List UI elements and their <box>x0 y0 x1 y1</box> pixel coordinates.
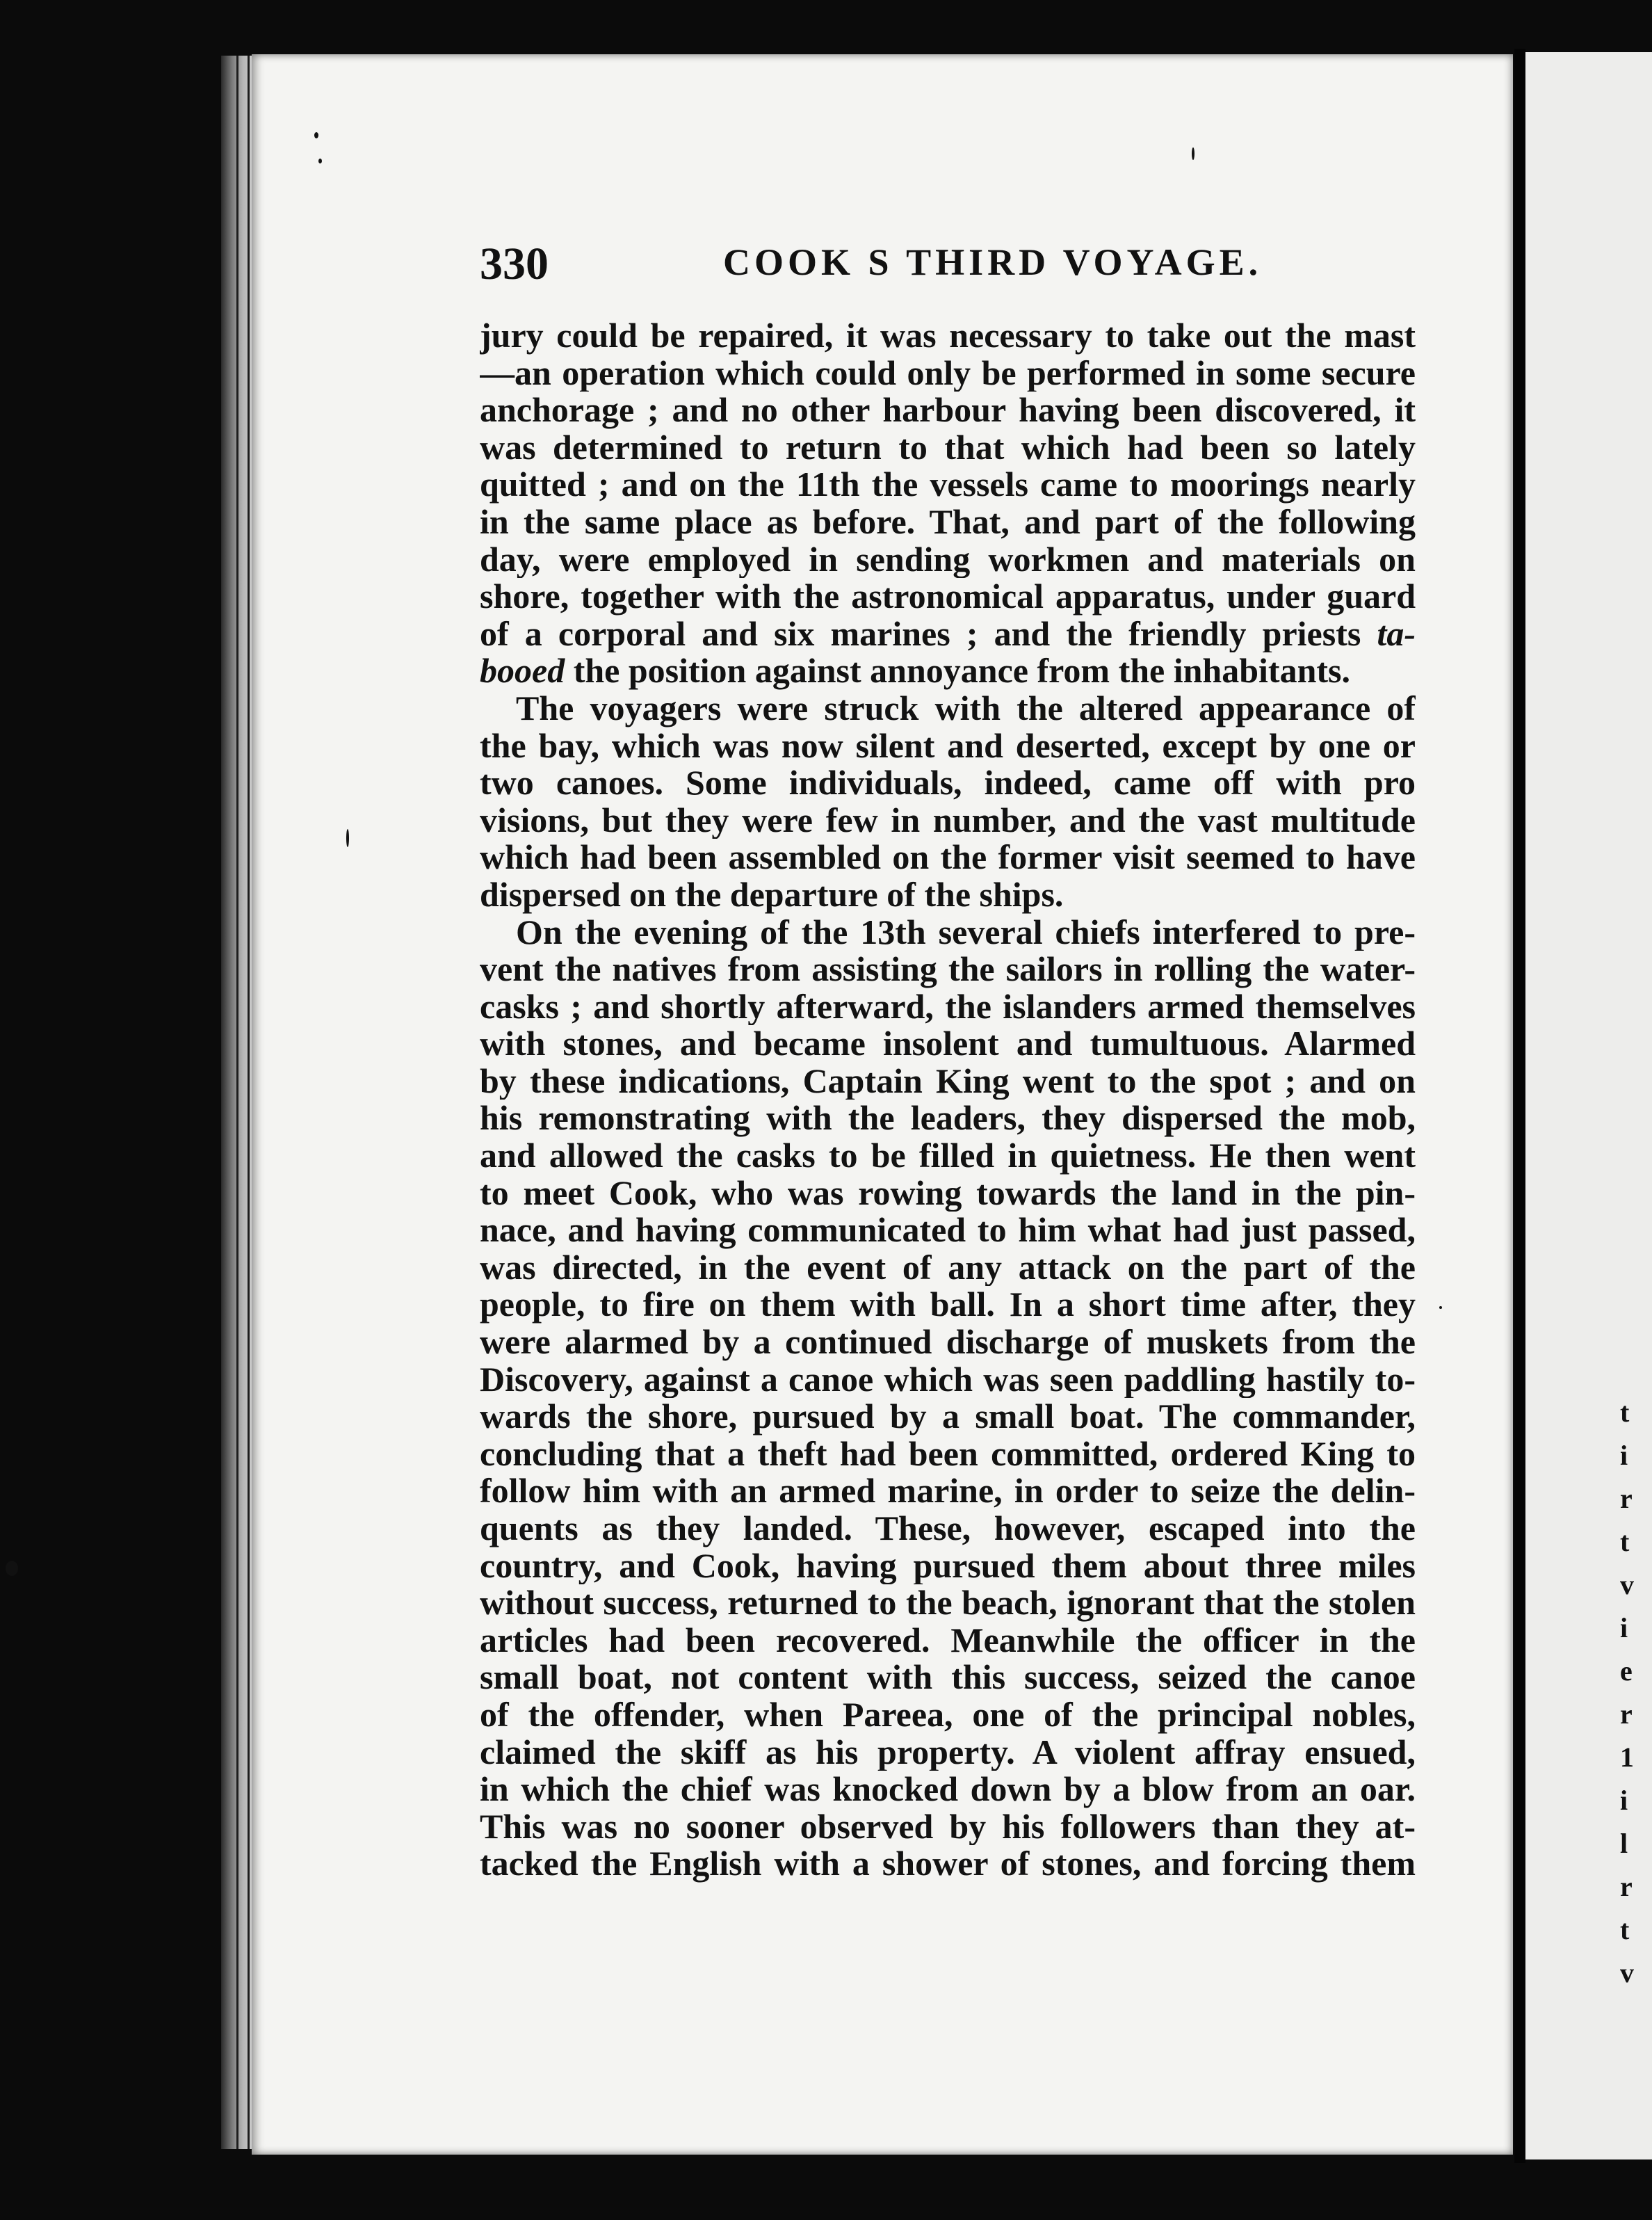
text-line: without success, returned to the beach, ignorant that the stolen <box>480 1584 1416 1622</box>
text-line: small boat, not content with this success, seized the canoe <box>480 1659 1416 1696</box>
text-line: follow him with an armed marine, in order to seize the delin- <box>480 1472 1416 1510</box>
text-line: tacked the English with a shower of stones, and forcing them <box>480 1845 1416 1883</box>
text-line: people, to fire on them with ball. In a short time after, they <box>480 1286 1416 1324</box>
text-line: visions, but they were few in number, and the vast multitude <box>480 801 1416 839</box>
text-line: claimed the skiff as his property. A violent affray ensued, <box>480 1733 1416 1771</box>
text-line: wards the shore, pursued by a small boat. The commander, <box>480 1398 1416 1435</box>
next-page-fragment: i <box>1620 1440 1628 1471</box>
text-line: quents as they landed. These, however, escaped into the <box>480 1510 1416 1547</box>
dust-speck <box>318 159 322 163</box>
next-page-fragment: t <box>1620 1397 1630 1428</box>
text-line: casks ; and shortly afterward, the islanders armed themselves <box>480 988 1416 1026</box>
text-segment: of a corporal and six marines ; and the friendly priests <box>480 615 1361 653</box>
next-page-fragment: l <box>1620 1828 1628 1859</box>
text-line: This was no sooner observed by his followers than they at- <box>480 1808 1416 1846</box>
dust-speck <box>314 132 318 138</box>
text-line: Discovery, against a canoe which was seen paddling hastily to- <box>480 1360 1416 1399</box>
text-line: concluding that a theft had been committed, ordered King to <box>480 1435 1416 1473</box>
page-gutter <box>1514 49 1525 2163</box>
text-line: the bay, which was now silent and deserted, except by one or <box>480 727 1416 765</box>
page-title: COOK S THIRD VOYAGE. <box>723 241 1263 283</box>
text-line: vent the natives from assisting the sailors in rolling the water- <box>480 951 1416 988</box>
text-line: dispersed on the departure of the ships. <box>480 876 1064 914</box>
text-line: by these indications, Captain King went to the spot ; and on <box>480 1062 1416 1100</box>
binding-line <box>248 56 250 2149</box>
next-page-fragment: i <box>1620 1785 1628 1816</box>
next-page-fragment: e <box>1620 1655 1633 1687</box>
dust-speck <box>1439 1306 1442 1309</box>
text-segment: the position against annoyance from the inhabitants. <box>573 652 1350 690</box>
next-page-fragment: t <box>1620 1526 1630 1557</box>
text-line: articles had been recovered. Meanwhile the officer in the <box>480 1621 1416 1659</box>
binding-line <box>236 56 238 2149</box>
text-line: and allowed the casks to be filled in quietness. He then went <box>480 1137 1416 1175</box>
next-page-fragment: 1 <box>1620 1742 1634 1773</box>
text-line: was directed, in the event of any attack on the part of the <box>480 1248 1416 1287</box>
text-line: to meet Cook, who was rowing towards the land in the pin- <box>480 1174 1416 1212</box>
dust-speck <box>346 829 349 847</box>
page-number: 330 <box>480 239 549 289</box>
text-line: —an operation which could only be performed in some secure <box>480 354 1416 392</box>
text-line: was determined to return to that which had been so lately <box>480 428 1416 467</box>
text-line: which had been assembled on the former visit seemed to have <box>480 839 1416 876</box>
text-line: two canoes. Some individuals, indeed, came off with pro <box>480 764 1416 802</box>
text-line: in the same place as before. That, and part of the following <box>480 503 1416 541</box>
next-page-text-fragments <box>1620 1391 1652 2017</box>
text-line: his remonstrating with the leaders, they dispersed the mob, <box>480 1100 1416 1138</box>
italic-word: ta- <box>1377 615 1416 653</box>
text-line: nace, and having communicated to him what had just passed, <box>480 1212 1416 1249</box>
paragraph-start-line: On the evening of the 13th several chiefs interfered to pre- <box>516 913 1416 951</box>
text-line: jury could be repaired, it was necessary to take out the mast <box>480 317 1416 355</box>
next-page-fragment: r <box>1620 1483 1633 1514</box>
text-line: of the offender, when Pareea, one of the principal nobles, <box>480 1696 1416 1734</box>
next-page-fragment: v <box>1620 1957 1634 1988</box>
text-line: country, and Cook, having pursued them about three miles <box>480 1547 1416 1585</box>
text-line-with-italic <box>480 652 1416 690</box>
text-line: quitted ; and on the 11th the vessels came to moorings nearly <box>480 466 1416 504</box>
next-page-fragment: v <box>1620 1569 1634 1600</box>
text-line: with stones, and became insolent and tumultuous. Alarmed <box>480 1025 1416 1063</box>
text-line-with-italic <box>480 616 1416 653</box>
italic-word: booed <box>480 652 565 690</box>
next-page-fragment: i <box>1620 1612 1628 1643</box>
next-page-fragment: r <box>1620 1698 1633 1730</box>
running-head <box>480 238 1425 293</box>
text-line: were alarmed by a continued discharge of muskets from the <box>480 1324 1416 1361</box>
body-text <box>480 317 1416 1883</box>
text-line: in which the chief was knocked down by a blow from an oar. <box>480 1771 1416 1808</box>
dust-speck <box>6 1561 18 1576</box>
next-page-fragment: r <box>1620 1871 1633 1902</box>
text-line: day, were employed in sending workmen and materials on <box>480 540 1416 579</box>
paragraph-start-line: The voyagers were struck with the altered appearance of <box>516 689 1416 727</box>
text-line: shore, together with the astronomical apparatus, under guard <box>480 578 1416 616</box>
dust-speck <box>1192 147 1195 160</box>
text-line: anchorage ; and no other harbour having been discovered, it <box>480 392 1416 429</box>
next-page-fragment: t <box>1620 1914 1630 1945</box>
